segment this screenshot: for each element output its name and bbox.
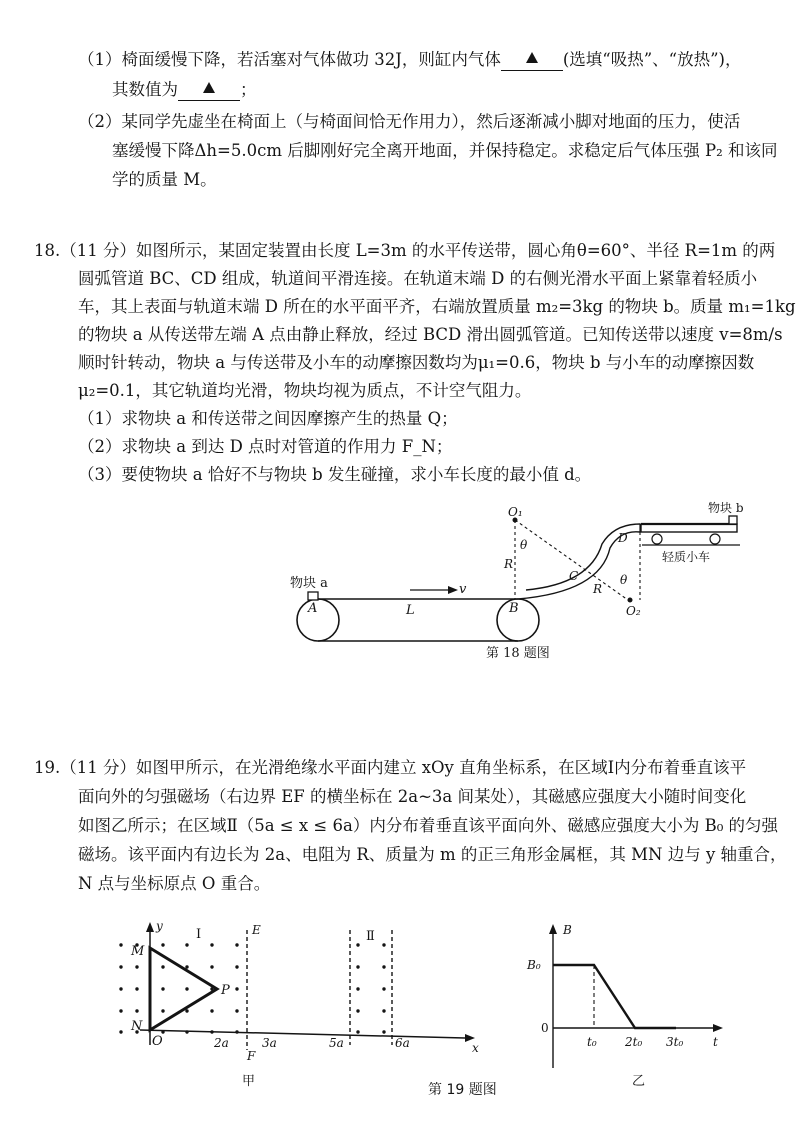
tick-t0: t₀: [587, 1035, 597, 1049]
field-dot: [210, 943, 213, 946]
q17-part1-line2-prefix: 其数值为: [112, 80, 178, 99]
field-dot: [161, 1009, 164, 1012]
q17-part2-line1: （2）某同学先虚坐在椅面上（与椅面间恰无作用力），然后逐渐减小脚对地面的压力，使活: [78, 112, 741, 131]
q19-line-4: 磁场。该平面内有边长为 2a、电阻为 R、质量为 m 的正三角形金属框，其 MN 边与 y 轴重合，: [78, 845, 787, 864]
cart-wheel-left: [652, 534, 662, 544]
label-R-1: R: [504, 557, 514, 571]
q17-part2-line3: 学的质量 M。: [112, 170, 217, 189]
tick-5a: 5a: [329, 1036, 344, 1050]
block-b: [729, 516, 737, 524]
arrow-head-icon: [448, 586, 458, 594]
field-dot: [235, 1009, 238, 1012]
field-dot: [135, 987, 138, 990]
label-L: L: [406, 603, 415, 618]
field-dot: [135, 1009, 138, 1012]
field-dot: [119, 987, 122, 990]
label-theta-1: θ: [520, 538, 528, 552]
field-dot: [382, 965, 385, 968]
label-cart: 轻质小车: [662, 550, 711, 564]
label-P: P: [221, 983, 230, 998]
field-dot: [119, 965, 122, 968]
label-jia: 甲: [242, 1074, 256, 1089]
label-O: O: [152, 1034, 163, 1049]
label-O1: O₁: [508, 505, 523, 519]
label-theta-2: θ: [620, 573, 628, 587]
label-C: C: [569, 569, 579, 583]
field-dot: [235, 987, 238, 990]
field-dot: [210, 1009, 213, 1012]
field-dots-region2: [356, 943, 385, 1033]
label-block-b: 物块 b: [708, 501, 744, 515]
field-dot: [382, 1009, 385, 1012]
label-B-axis: B: [563, 923, 572, 937]
cart-body: [641, 524, 737, 532]
label-region1: Ⅰ: [196, 927, 202, 942]
field-dot: [235, 965, 238, 968]
q17-part1-line1: [78, 49, 741, 72]
B-axis-arrow-icon: [549, 924, 557, 934]
field-dot: [119, 1030, 122, 1033]
q17-part1-prefix: （1）椅面缓慢下降，若活塞对气体做功 32J，则缸内气体: [78, 50, 501, 69]
q18-line-3: 车，其上表面与轨道末端 D 所在的水平面平齐，右端放置质量 m₂=3kg 的物块 b。质量 m₁=1kg: [78, 297, 796, 316]
label-v: v: [459, 582, 467, 597]
q18-line-5: 顺时针转动，物块 a 与传送带及小车的动摩擦因数均为μ₁=0.6，物块 b 与小车的动摩擦因数: [78, 353, 755, 372]
field-dot: [161, 987, 164, 990]
triangle-marker-icon: [526, 52, 538, 63]
field-dot: [356, 1009, 359, 1012]
field-dot: [356, 943, 359, 946]
q17-part1-line2: [112, 79, 257, 102]
field-dot: [382, 1030, 385, 1033]
block-a: [308, 592, 318, 600]
field-dot: [356, 1030, 359, 1033]
q19-line-2: 面向外的匀强磁场（右边界 EF 的横坐标在 2a~3a 间某处），其磁感应强度大小随时间变化: [78, 787, 747, 806]
label-region2: Ⅱ: [366, 929, 375, 944]
tick-2a: 2a: [214, 1036, 229, 1050]
field-dot: [382, 943, 385, 946]
tick-3t0: 3t₀: [666, 1035, 684, 1049]
triangle-marker-icon: [203, 82, 215, 93]
q18-sub-1: （1）求物块 a 和传送带之间因摩擦产生的热量 Q；: [78, 409, 458, 428]
label-t-axis: t: [713, 1035, 718, 1049]
figure-19-jia: [0, 910, 520, 1090]
figure-18-caption: 第 18 题图: [486, 646, 550, 661]
q18-sub-3: （3）要使物块 a 恰好不与物块 b 发生碰撞，求小车长度的最小值 d。: [78, 465, 592, 484]
label-F: F: [247, 1049, 256, 1063]
field-dot: [356, 987, 359, 990]
triangle-frame: [150, 948, 217, 1030]
label-B: B: [509, 601, 519, 616]
field-dot: [382, 987, 385, 990]
wheel-A: [297, 599, 339, 641]
field-dot: [119, 1009, 122, 1012]
q17-part1-line2-suffix: ；: [240, 80, 257, 99]
x-axis: [140, 1030, 465, 1038]
label-E: E: [252, 923, 261, 937]
field-dot: [356, 965, 359, 968]
field-dot: [185, 987, 188, 990]
B-t-curve: [553, 965, 676, 1028]
label-yi: 乙: [632, 1074, 646, 1089]
cart-wheel-right: [710, 534, 720, 544]
label-block-a: 物块 a: [290, 576, 328, 591]
figure-19-yi: [520, 910, 800, 1090]
field-dot: [235, 943, 238, 946]
label-N: N: [131, 1019, 143, 1034]
label-x: x: [472, 1041, 479, 1055]
q19-line-1: 19.（11 分）如图甲所示，在光滑绝缘水平面内建立 xOy 直角坐标系，在区域Ⅰ内分布着垂直该平: [34, 758, 747, 777]
tick-6a: 6a: [395, 1036, 410, 1050]
figure-18: [0, 495, 800, 675]
label-zero: 0: [541, 1021, 549, 1035]
q18-line-6: μ₂=0.1，其它轨道均光滑，物块均视为质点，不计空气阻力。: [78, 381, 532, 400]
t-axis-arrow-icon: [713, 1024, 723, 1032]
q17-part1-suffix: (选填“吸热”、“放热”)，: [562, 50, 742, 69]
tick-3a: 3a: [262, 1036, 277, 1050]
answer-blank-2[interactable]: [178, 78, 240, 101]
tick-2t0: 2t₀: [625, 1035, 643, 1049]
q17-part2-line2: 塞缓慢下降Δh=5.0cm 后脚刚好完全离开地面，并保持稳定。求稳定后气体压强 P₂ 和该同: [112, 141, 778, 160]
center-O2: [628, 598, 633, 603]
field-dot: [161, 965, 164, 968]
field-dot: [161, 943, 164, 946]
label-A: A: [308, 601, 318, 616]
q19-line-5: N 点与坐标原点 O 重合。: [78, 874, 271, 893]
label-y: y: [156, 919, 163, 933]
answer-blank-1[interactable]: [501, 48, 563, 71]
label-M: M: [131, 944, 145, 959]
q18-line-4: 的物块 a 从传送带左端 A 点由静止释放，经过 BCD 滑出圆弧管道。已知传送带以速度 v=8m/s: [78, 325, 783, 344]
field-dot: [135, 965, 138, 968]
field-dot: [119, 943, 122, 946]
q18-line-1: 18.（11 分）如图所示，某固定装置由长度 L=3m 的水平传送带，圆心角θ=60°、半径 R=1m 的两: [34, 241, 776, 260]
label-D: D: [618, 531, 628, 545]
label-R-2: R: [593, 582, 603, 596]
q18-sub-2: （2）求物块 a 到达 D 点时对管道的作用力 F_N；: [78, 437, 453, 456]
figure-19-caption: 第 19 题图: [428, 1082, 497, 1098]
q18-line-2: 圆弧管道 BC、CD 组成，轨道间平滑连接。在轨道末端 D 的右侧光滑水平面上紧靠着轻质小: [78, 269, 758, 288]
y-axis-arrow-icon: [146, 922, 154, 932]
field-dot: [185, 943, 188, 946]
label-O2: O₂: [626, 604, 641, 618]
q19-line-3: 如图乙所示；在区域Ⅱ（5a ≤ x ≤ 6a）内分布着垂直该平面向外、磁感应强度大小为 B₀ 的匀强: [78, 816, 779, 835]
label-B0: B₀: [527, 958, 541, 972]
field-dot: [210, 965, 213, 968]
